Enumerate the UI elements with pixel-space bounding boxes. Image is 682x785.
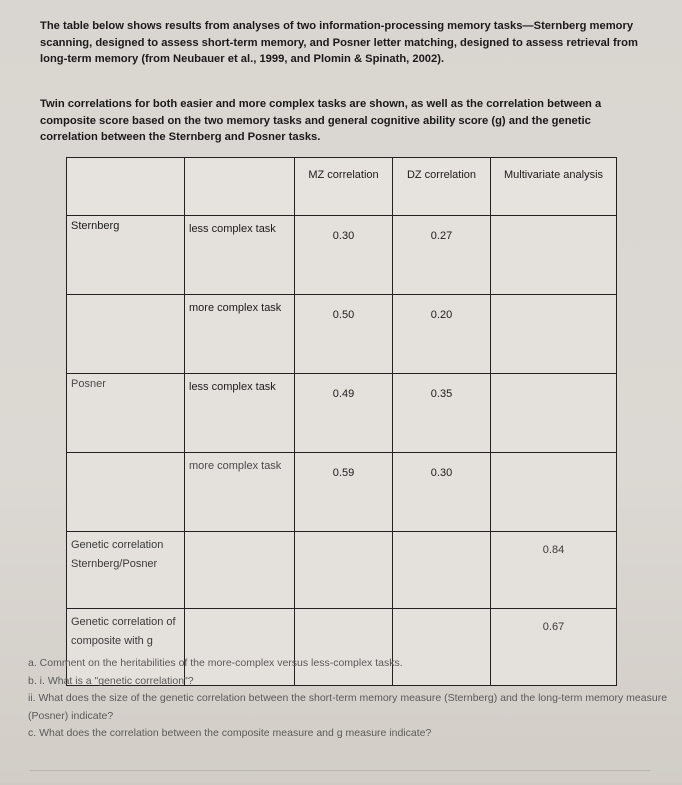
header-empty-cell: [67, 158, 185, 216]
header-dz: DZ correlation: [393, 158, 491, 216]
table-row: [67, 374, 617, 453]
table-row: [67, 295, 617, 374]
genetic-label: Genetic correlation Sternberg/Posner: [67, 532, 185, 609]
header-multivariate: Multivariate analysis: [491, 158, 617, 216]
table-row: [67, 453, 617, 532]
question-a: a. Comment on the heritabilities of the more-complex versus less-complex tasks.: [28, 657, 403, 669]
genetic-label: Genetic correlation of composite with g: [67, 609, 185, 686]
empty-cell: [185, 532, 295, 609]
results-table: [66, 157, 617, 686]
question-b-ii: ii. What does the size of the genetic correlation between the short-term memory measure (Sternberg) and the long-term memory measure (Posner) indicate?: [28, 692, 668, 722]
empty-cell: [295, 532, 393, 609]
mz-value: 0.30: [295, 216, 393, 295]
intro-paragraph: The table below shows results from analyses of two information-processing memory tasks—Sternberg memory scanning, designed to assess short-term memory, and Posner letter matching, designed to assess retrieval from long-term memory (from Neubauer et al., 1999, and Plomin & Spinath, 2002).: [40, 20, 638, 65]
genetic-value: 0.67: [491, 609, 617, 686]
multivariate-empty: [491, 453, 617, 532]
table-row: [67, 532, 617, 609]
task-level: less complex task: [185, 374, 295, 453]
mz-value: 0.50: [295, 295, 393, 374]
multivariate-empty: [491, 295, 617, 374]
question-c: c. What does the correlation between the composite measure and g measure indicate?: [28, 727, 432, 739]
answer-box-edge: [30, 770, 650, 785]
task-name: Posner: [67, 374, 185, 453]
dz-value: 0.27: [393, 216, 491, 295]
task-level: more complex task: [185, 295, 295, 374]
genetic-value: 0.84: [491, 532, 617, 609]
empty-cell: [393, 532, 491, 609]
questions-list: [28, 655, 668, 743]
multivariate-empty: [491, 216, 617, 295]
task-level: more complex task: [185, 453, 295, 532]
question-b-i: b. i. What is a "genetic correlation"?: [28, 674, 194, 687]
mz-value: 0.59: [295, 453, 393, 532]
dz-value: 0.35: [393, 374, 491, 453]
mz-value: 0.49: [295, 374, 393, 453]
header-mz: MZ correlation: [295, 158, 393, 216]
task-name: Sternberg: [67, 216, 185, 295]
dz-value: 0.30: [393, 453, 491, 532]
multivariate-empty: [491, 374, 617, 453]
task-name: [67, 295, 185, 374]
intro-paragraph-2: Twin correlations for both easier and more complex tasks are shown, as well as the correlation between a composite score based on the two memory tasks and general cognitive ability score (g) and the genetic correlation between the Sternberg and Posner tasks.: [40, 98, 602, 143]
table-row: [67, 216, 617, 295]
table-header-row: [67, 158, 617, 216]
task-name: [67, 453, 185, 532]
task-level: less complex task: [185, 216, 295, 295]
header-empty-cell: [185, 158, 295, 216]
dz-value: 0.20: [393, 295, 491, 374]
